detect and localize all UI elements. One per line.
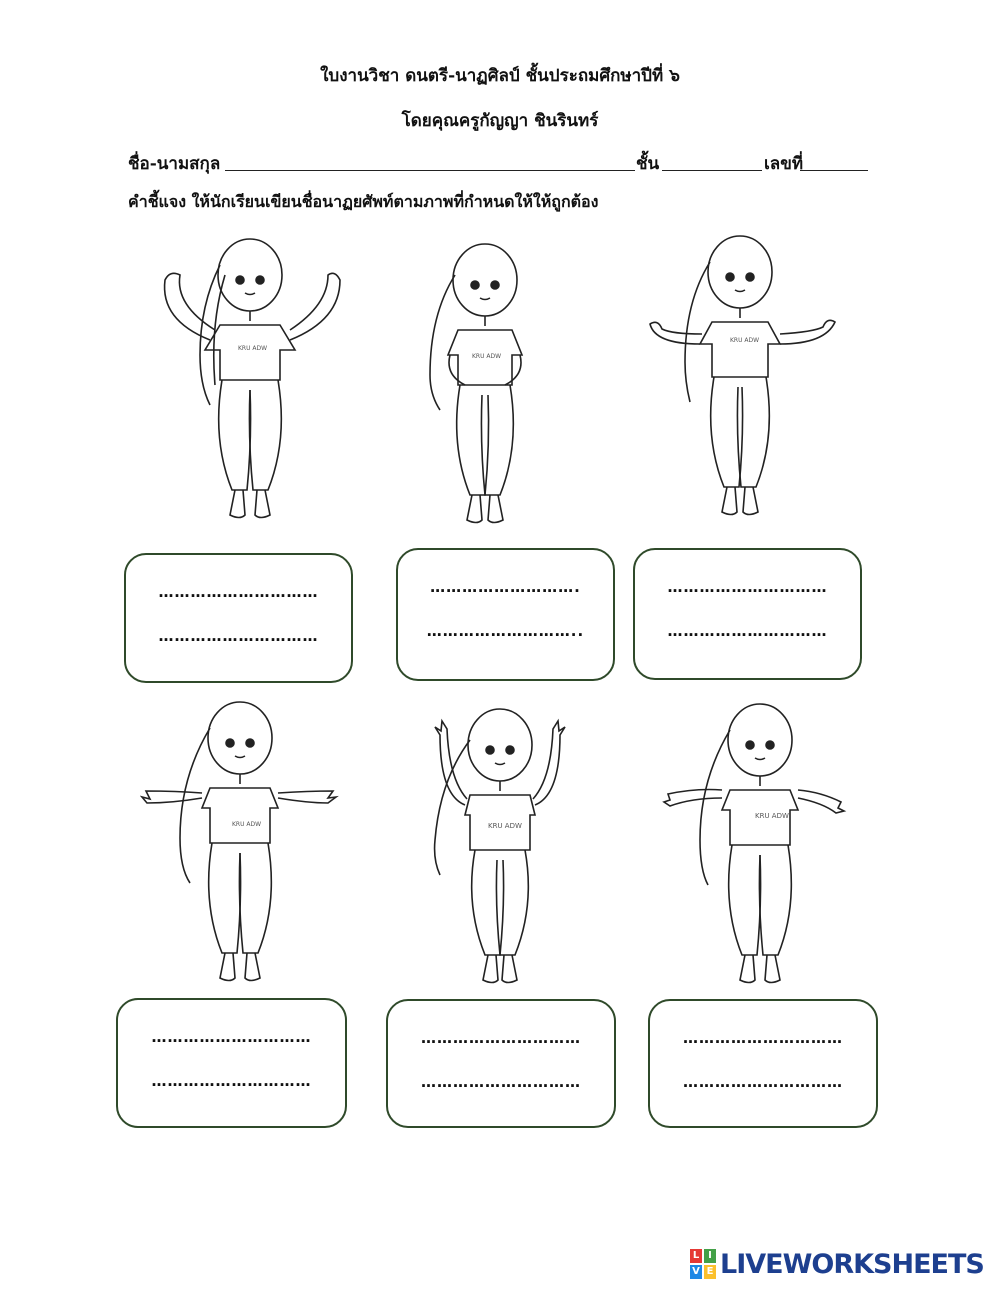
number-label: เลขที่ [764, 154, 804, 174]
answer-line[interactable]: ……………………….. [426, 622, 585, 640]
answer-line[interactable]: ………………………… [421, 1029, 581, 1047]
answer-line[interactable]: ………………………… [667, 622, 828, 640]
answer-line[interactable]: ………………………… [158, 627, 319, 645]
class-underline[interactable] [662, 170, 762, 171]
dancer-figure-6 [660, 700, 850, 990]
answer-box-6[interactable] [648, 999, 878, 1128]
svg-text:KRU ADW: KRU ADW [472, 353, 502, 360]
answer-box-5[interactable] [386, 999, 616, 1128]
answer-box-3[interactable] [633, 548, 862, 680]
logo-square-e: E [704, 1265, 716, 1279]
logo-square-i: I [704, 1249, 716, 1263]
answer-box-2[interactable] [396, 548, 615, 681]
teacher-line: โดยคุณครูกัญญา ชินรินทร์ [401, 111, 599, 131]
dancer-figure-2 [410, 240, 560, 525]
name-underline[interactable] [225, 170, 635, 171]
svg-text:KRU ADW: KRU ADW [232, 821, 262, 828]
answer-line[interactable]: ………………………… [421, 1073, 581, 1091]
logo-squares [690, 1249, 716, 1279]
answer-line[interactable]: ………………………… [667, 578, 828, 596]
svg-text:KRU ADW: KRU ADW [488, 822, 522, 830]
liveworksheets-logo [690, 1246, 984, 1282]
dancer-figure-5 [420, 700, 580, 990]
logo-square-l: L [690, 1249, 702, 1263]
number-underline[interactable] [800, 170, 868, 171]
answer-line[interactable]: ………………………. [430, 578, 581, 596]
title: ใบงานวิชา ดนตรี-นาฏศิลป์ ชั้นประถมศึกษาปีที่ ๖ [320, 66, 680, 86]
svg-text:KRU ADW: KRU ADW [238, 345, 268, 352]
instruction: คำชี้แจง ให้นักเรียนเขียนชื่อนาฏยศัพท์ตามภาพที่กำหนดให้ให้ถูกต้อง [128, 192, 599, 211]
class-label: ชั้น [636, 154, 660, 174]
dancer-figure-3 [640, 232, 850, 522]
dancer-figure-4 [140, 698, 340, 988]
name-label: ชื่อ-นามสกุล [128, 154, 221, 174]
svg-text:KRU ADW: KRU ADW [730, 337, 760, 344]
dancer-figure-1 [150, 235, 360, 525]
logo-square-v: V [690, 1265, 702, 1279]
answer-box-1[interactable] [124, 553, 353, 683]
answer-box-4[interactable] [116, 998, 347, 1128]
answer-line[interactable]: ………………………… [683, 1029, 843, 1047]
answer-line[interactable]: ………………………… [683, 1073, 843, 1091]
svg-text:KRU ADW: KRU ADW [755, 812, 789, 820]
answer-line[interactable]: ………………………… [158, 583, 319, 601]
logo-text: LIVEWORKSHEETS [720, 1248, 984, 1280]
answer-line[interactable]: ………………………… [151, 1028, 312, 1046]
answer-line[interactable]: ………………………… [151, 1072, 312, 1090]
